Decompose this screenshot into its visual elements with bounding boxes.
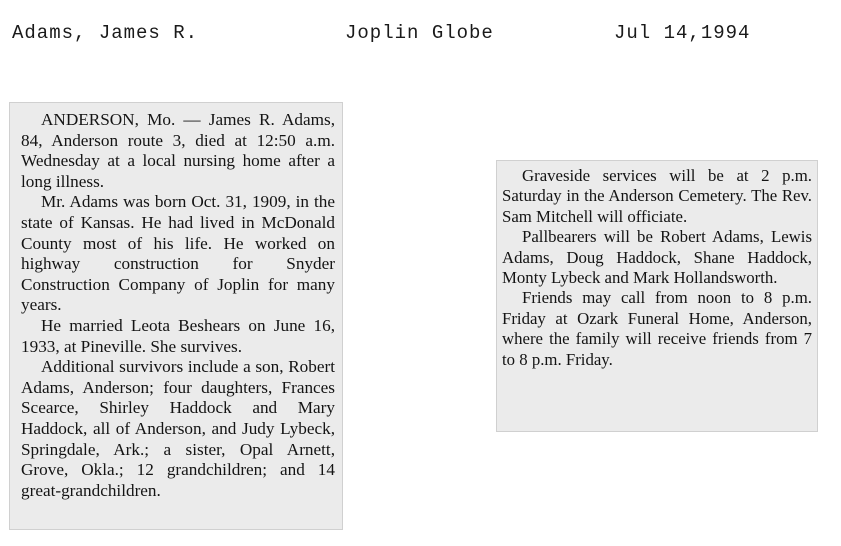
obituary-paragraph-marriage: He married Leota Beshears on June 16, 1933, at Pineville. She survives.	[21, 315, 335, 356]
typed-date-label: Jul 14,1994	[614, 22, 751, 44]
obituary-paragraph-biography: Mr. Adams was born Oct. 31, 1909, in the state of Kansas. He had lived in McDonald County most of his life. He worked on highway construction for Snyder Construction Company of Joplin for many years.	[21, 192, 335, 315]
obituary-clipping-right	[496, 160, 818, 432]
typed-name-label: Adams, James R.	[12, 22, 199, 44]
obituary-paragraph-survivors: Additional survivors include a son, Robert Adams, Anderson; four daughters, Frances Scearce, Shirley Haddock and Mary Haddock, all of Anderson, and Judy Lybeck, Springdale, Ark.; a sister, Opal Arnett, Grove, Okla.; 12 grandchildren; and 14 great-grandchildren.	[21, 357, 335, 500]
typed-newspaper-label: Joplin Globe	[345, 22, 494, 44]
obituary-clipping-left	[9, 102, 343, 530]
obituary-paragraph-visitation: Friends may call from noon to 8 p.m. Friday at Ozark Funeral Home, Anderson, where the family will receive friends from 7 to 8 p.m. Friday.	[502, 288, 812, 369]
obituary-paragraph-pallbearers: Pallbearers will be Robert Adams, Lewis Adams, Doug Haddock, Shane Haddock, Monty Lybeck and Mark Hollandsworth.	[502, 227, 812, 288]
obituary-paragraph-services: Graveside services will be at 2 p.m. Saturday in the Anderson Cemetery. The Rev. Sam Mitchell will officiate.	[502, 166, 812, 226]
obituary-paragraph-death-notice: ANDERSON, Mo. — James R. Adams, 84, Anderson route 3, died at 12:50 a.m. Wednesday at a local nursing home after a long illness.	[21, 110, 335, 191]
